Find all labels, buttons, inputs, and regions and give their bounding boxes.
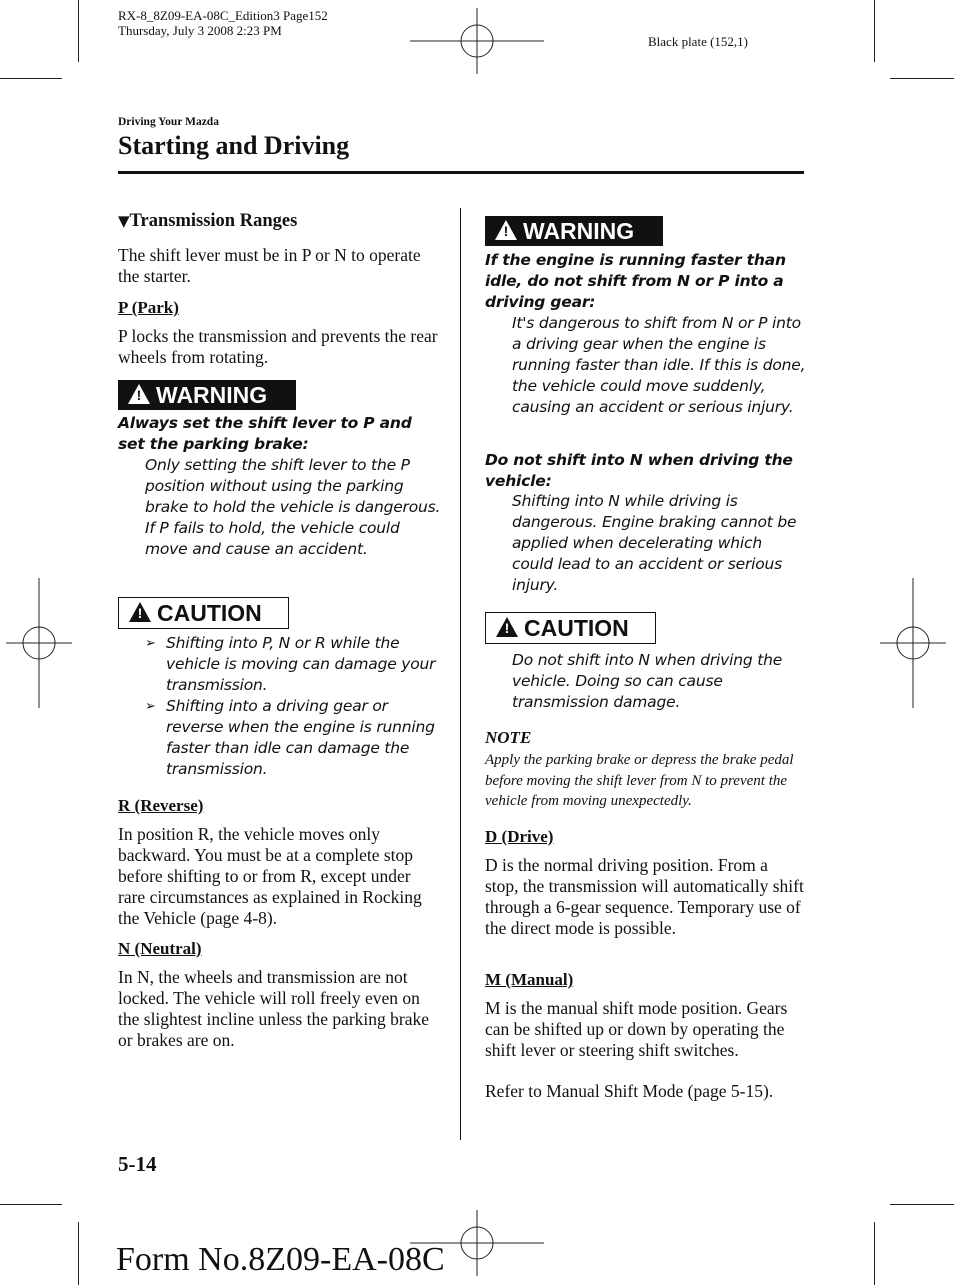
- park-text: P locks the transmission and prevents the rear wheels from rotating.: [118, 326, 438, 367]
- page-number: 5-14: [118, 1152, 157, 1176]
- warning2-title: Do not shift into N when driving the vehicle:: [485, 451, 793, 490]
- intro-text: The shift lever must be in P or N to operate the starter.: [118, 245, 421, 286]
- caution-label: CAUTION: [524, 615, 629, 641]
- job-line-1: RX-8_8Z09-EA-08C_Edition3 Page152: [118, 8, 328, 23]
- drive-text: D is the normal driving position. From a stop, the transmission will automatically shift through a 6-gear sequence. Temporary use of the direct mode is possible.: [485, 855, 804, 938]
- form-number: Form No.8Z09-EA-08C: [116, 1241, 445, 1278]
- park-title: P (Park): [118, 298, 179, 317]
- reverse-text: In position R, the vehicle moves only backward. You must be at a complete stop before shifting to or from R, except under rare circumstances as explained in Rocking the Vehicle (page 4-8).: [118, 824, 422, 928]
- warning-label: WARNING: [523, 218, 635, 244]
- caution-body: Do not shift into N when driving the vehicle. Doing so can cause transmission damage.: [512, 651, 783, 711]
- section-label: Driving Your Mazda: [118, 116, 219, 128]
- warning1-body: It's dangerous to shift from N or P into a driving gear when the engine is running faster than idle. If this is done, the vehicle could move suddenly, causing an accident or serious injury.: [512, 314, 806, 416]
- registration-mark-left: [6, 578, 72, 708]
- warning-title: Always set the shift lever to P and set the parking brake:: [118, 414, 412, 453]
- warning-badge-right: ! WARNING: [485, 216, 663, 246]
- manual-text: M is the manual shift mode position. Gears can be shifted up or down by operating the shift lever or steering shift switches.: [485, 998, 788, 1060]
- title-rule: [118, 171, 804, 174]
- warning-label: WARNING: [156, 382, 268, 408]
- triangle-down-icon: ▼: [118, 212, 130, 230]
- registration-mark-right: [880, 578, 946, 708]
- column-divider: [460, 208, 461, 1140]
- plate-info: Black plate (152,1): [648, 34, 748, 49]
- job-info: [118, 8, 328, 38]
- registration-mark-top: [410, 8, 544, 74]
- manual-title: M (Manual): [485, 970, 574, 989]
- list-item: ➢ Shifting into a driving gear or reverse when the engine is running faster than idle can damage the transmission.: [145, 697, 435, 778]
- neutral-text: In N, the wheels and transmission are not locked. The vehicle will roll freely even on the slightest incline unless the parking brake or brakes are on.: [118, 967, 430, 1050]
- caution-badge: ! CAUTION: [118, 597, 289, 629]
- note-body: Apply the parking brake or depress the brake pedal before moving the shift lever from N to prevent the vehicle from moving unexpectedly.: [485, 752, 794, 809]
- arrow-bullet-icon: ➢: [145, 699, 156, 714]
- page-title: Starting and Driving: [118, 131, 350, 160]
- list-item: ➢ Shifting into P, N or R while the vehicle is moving can damage your transmission.: [145, 634, 436, 694]
- job-line-2: Thursday, July 3 2008 2:23 PM: [118, 23, 282, 38]
- neutral-title: N (Neutral): [118, 939, 202, 958]
- arrow-bullet-icon: ➢: [145, 636, 156, 651]
- warning-badge: ! WARNING: [118, 380, 296, 410]
- caution-badge-right: ! CAUTION: [485, 612, 656, 644]
- caution-list: [118, 633, 440, 780]
- section-heading-text: Transmission Ranges: [129, 211, 298, 231]
- note-title: NOTE: [485, 728, 532, 747]
- manual-ref: Refer to Manual Shift Mode (page 5-15).: [485, 1081, 774, 1101]
- section-heading: [118, 211, 297, 232]
- warning-body: Only setting the shift lever to the P position without using the parking brake to hold the vehicle is dangerous. If P fails to hold, the vehicle could move and cause an accident.: [145, 456, 441, 558]
- reverse-title: R (Reverse): [118, 796, 204, 815]
- warning2-body: Shifting into N while driving is dangerous. Engine braking cannot be applied when decelerating which could lead to an accident or serious injury.: [512, 492, 797, 594]
- drive-title: D (Drive): [485, 827, 554, 846]
- caution-label: CAUTION: [157, 600, 262, 626]
- warning1-title: If the engine is running faster than idle, do not shift from N or P into a driving gear:: [485, 251, 786, 311]
